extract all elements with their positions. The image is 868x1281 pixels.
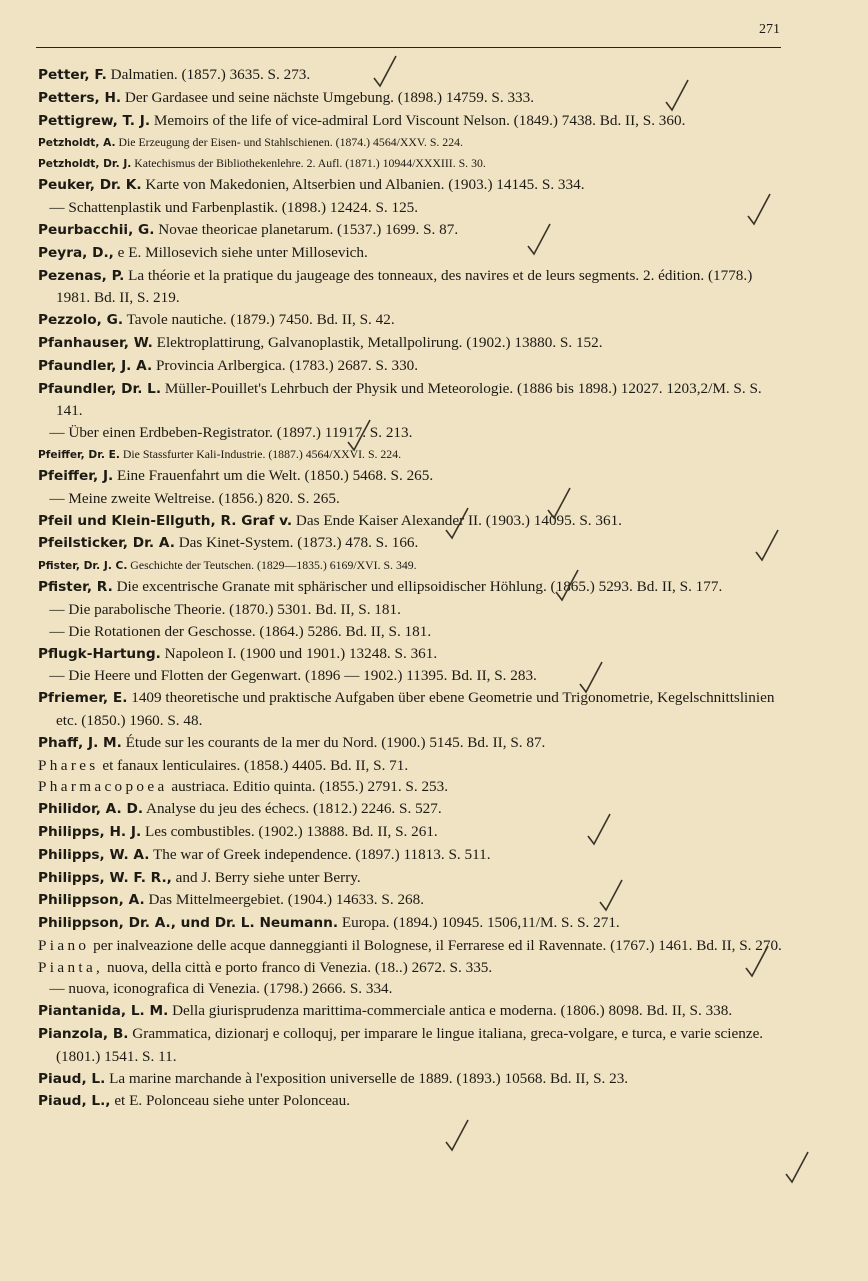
index-entries — [38, 64, 784, 1113]
entry-phares: Phares et fanaux lenticulaires. (1858.) 4405. Bd. II, S. 71. — [38, 756, 409, 774]
entry-peyra: Peyra, D., e E. Millosevich siehe unter Millosevich. — [38, 243, 368, 261]
entry-pfister-r-2: — Die parabolische Theorie. (1870.) 5301. Bd. II, S. 181. — [49, 600, 401, 618]
entry-peurbacchii: Peurbacchii, G. Novae theoricae planetarum. (1537.) 1699. S. 87. — [38, 220, 459, 238]
checkmark-icon — [546, 486, 572, 522]
entry-pfaundler-j: Pfaundler, J. A. Provincia Arlbergica. (1783.) 2687. S. 330. — [38, 356, 419, 374]
entry-piano: Piano per inalveazione delle acque danneggianti il Bolognese, il Ferrarese ed il Ravennate. (1767.) 1461. Bd. II, S. 270. — [38, 936, 782, 954]
checkmark-icon — [586, 812, 612, 848]
entry-pharmacopoea: Pharmacopoea austriaca. Editio quinta. (1855.) 2791. S. 253. — [38, 778, 449, 796]
entry-peuker-2: — Schattenplastik und Farbenplastik. (1898.) 12424. S. 125. — [49, 199, 419, 217]
checkmark-icon — [578, 660, 604, 696]
entry-pflugk-hartung: Pflugk-Hartung. Napoleon I. (1900 und 1901.) 13248. S. 361. — [38, 644, 438, 662]
header-rule — [36, 47, 781, 48]
entry-philipps-h: Philipps, H. J. Les combustibles. (1902.) 13888. Bd. II, S. 261. — [38, 822, 438, 840]
entry-petters: Petters, H. Der Gardasee und seine nächste Umgebung. (1898.) 14759. S. 333. — [38, 88, 535, 106]
checkmark-icon — [444, 1118, 470, 1154]
entry-pfeiffer-j-2: — Meine zweite Weltreise. (1856.) 820. S. 265. — [49, 489, 340, 507]
entry-pfeiffer-j: Pfeiffer, J. Eine Frauenfahrt um die Welt. (1850.) 5468. S. 265. — [38, 466, 434, 484]
entry-philippson-a: Philippson, A. Das Mittelmeergebiet. (1904.) 14633. S. 268. — [38, 891, 425, 909]
entry-pfeiffer-e: Pfeiffer, Dr. E. Die Stassfurter Kali-Industrie. (1887.) 4564/XXVI. S. 224. — [38, 446, 402, 461]
page-number: 271 — [759, 22, 780, 37]
checkmark-icon — [444, 506, 470, 542]
entry-pezzolo: Pezzolo, G. Tavole nautiche. (1879.) 7450. Bd. II, S. 42. — [38, 311, 395, 329]
entry-pfeil: Pfeil und Klein-Ellguth, R. Graf v. Das Ende Kaiser Alexander II. (1903.) 14095. S. 361. — [38, 511, 622, 529]
entry-petzholdt-a: Petzholdt, A. Die Erzeugung der Eisen- und Stahlschienen. (1874.) 4564/XXV. S. 224. — [38, 135, 463, 150]
entry-philippson-neumann: Philippson, Dr. A., und Dr. L. Neumann. Europa. (1894.) 10945. 1506,11/M. S. S. 271. — [38, 914, 620, 932]
checkmark-icon — [598, 878, 624, 914]
entry-phaff: Phaff, J. M. Étude sur les courants de la mer du Nord. (1900.) 5145. Bd. II, S. 87. — [38, 733, 546, 751]
entry-piaud: Piaud, L. La marine marchande à l'exposition universelle de 1889. (1893.) 10568. Bd. II, S. 23. — [38, 1069, 629, 1087]
checkmark-icon — [346, 418, 372, 454]
checkmark-icon — [754, 528, 780, 564]
entry-pettigrew: Pettigrew, T. J. Memoirs of the life of vice-admiral Lord Viscount Nelson. (1849.) 7438. Bd. II, S. 360. — [38, 111, 686, 129]
entry-pfriemer: Pfriemer, E. 1409 theoretische und praktische Aufgaben über ebene Geometrie und Trigonometrie, Kegelschnittslinien etc. (1850.) 1960. S. 48. — [38, 689, 775, 729]
entry-petzholdt-j: Petzholdt, Dr. J. Katechismus der Bibliothekenlehre. 2. Aufl. (1871.) 10944/XXXIII. S. 30. — [38, 156, 486, 171]
entry-pezenas: Pezenas, P. La théorie et la pratique du jaugeage des tonneaux, des navires et de leurs segments. 2. édition. (1778.) 1981. Bd. II, S. 219. — [38, 266, 753, 307]
entry-pianta: Pianta, nuova, della città e porto franco di Venezia. (18..) 2672. S. 335. — [38, 958, 493, 976]
checkmark-icon — [372, 54, 398, 90]
checkmark-icon — [526, 222, 552, 258]
entry-piaud-polonceau: Piaud, L., et E. Polonceau siehe unter Polonceau. — [38, 1092, 351, 1110]
entry-philidor: Philidor, A. D. Analyse du jeu des échecs. (1812.) 2246. S. 527. — [38, 800, 442, 818]
entry-pfeilsticker: Pfeilsticker, Dr. A. Das Kinet-System. (1873.) 478. S. 166. — [38, 534, 419, 552]
entry-pianzola: Pianzola, B. Grammatica, dizionarj e colloquj, per imparare le lingue italiana, greca-volgare, e turca, e varie scienze. (1801.) 1541. S. 11. — [38, 1025, 764, 1065]
checkmark-icon — [784, 1150, 810, 1186]
entry-petter: Petter, F. Dalmatien. (1857.) 3635. S. 273. — [38, 66, 311, 83]
entry-peuker: Peuker, Dr. K. Karte von Makedonien, Altserbien und Albanien. (1903.) 14145. S. 334. — [38, 176, 585, 194]
entry-piantanida: Piantanida, L. M. Della giurisprudenza marittima-commerciale antica e moderna. (1806.) 8098. Bd. II, S. 338. — [38, 1002, 733, 1020]
entry-pfister-j: Pfister, Dr. J. C. Geschichte der Teutschen. (1829—1835.) 6169/XVI. S. 349. — [38, 558, 417, 573]
checkmark-icon — [664, 78, 690, 114]
entry-pfister-r-3: — Die Rotationen der Geschosse. (1864.) 5286. Bd. II, S. 181. — [49, 622, 432, 640]
checkmark-icon — [554, 568, 580, 604]
entry-pfaundler-l: Pfaundler, Dr. L. Müller-Pouillet's Lehrbuch der Physik und Meteorologie. (1886 bis 1898.) 12027. 1203,2/M. S. S. 141. — [38, 379, 762, 420]
entry-philipps-w-a: Philipps, W. A. The war of Greek independence. (1897.) 11813. S. 511. — [38, 845, 491, 863]
entry-pfister-r: Pfister, R. Die excentrische Granate mit sphärischer und ellipsoidischer Höhlung. (1865.) 5293. Bd. II, S. 177. — [38, 578, 723, 596]
entry-pflugk-hartung-2: — Die Heere und Flotten der Gegenwart. (1896 — 1902.) 11395. Bd. II, S. 283. — [49, 667, 537, 685]
checkmark-icon — [744, 944, 770, 980]
entry-pfaundler-l-2: — Über einen Erdbeben-Registrator. (1897.) 11917. S. 213. — [49, 424, 413, 442]
entry-pfanhauser: Pfanhauser, W. Elektroplattirung, Galvanoplastik, Metallpolirung. (1902.) 13880. S. 152. — [38, 333, 603, 351]
entry-philipps-w-f: Philipps, W. F. R., and J. Berry siehe unter Berry. — [38, 868, 361, 886]
entry-pianta-2: — nuova, iconografica di Venezia. (1798.) 2666. S. 334. — [49, 980, 393, 998]
checkmark-icon — [746, 192, 772, 228]
